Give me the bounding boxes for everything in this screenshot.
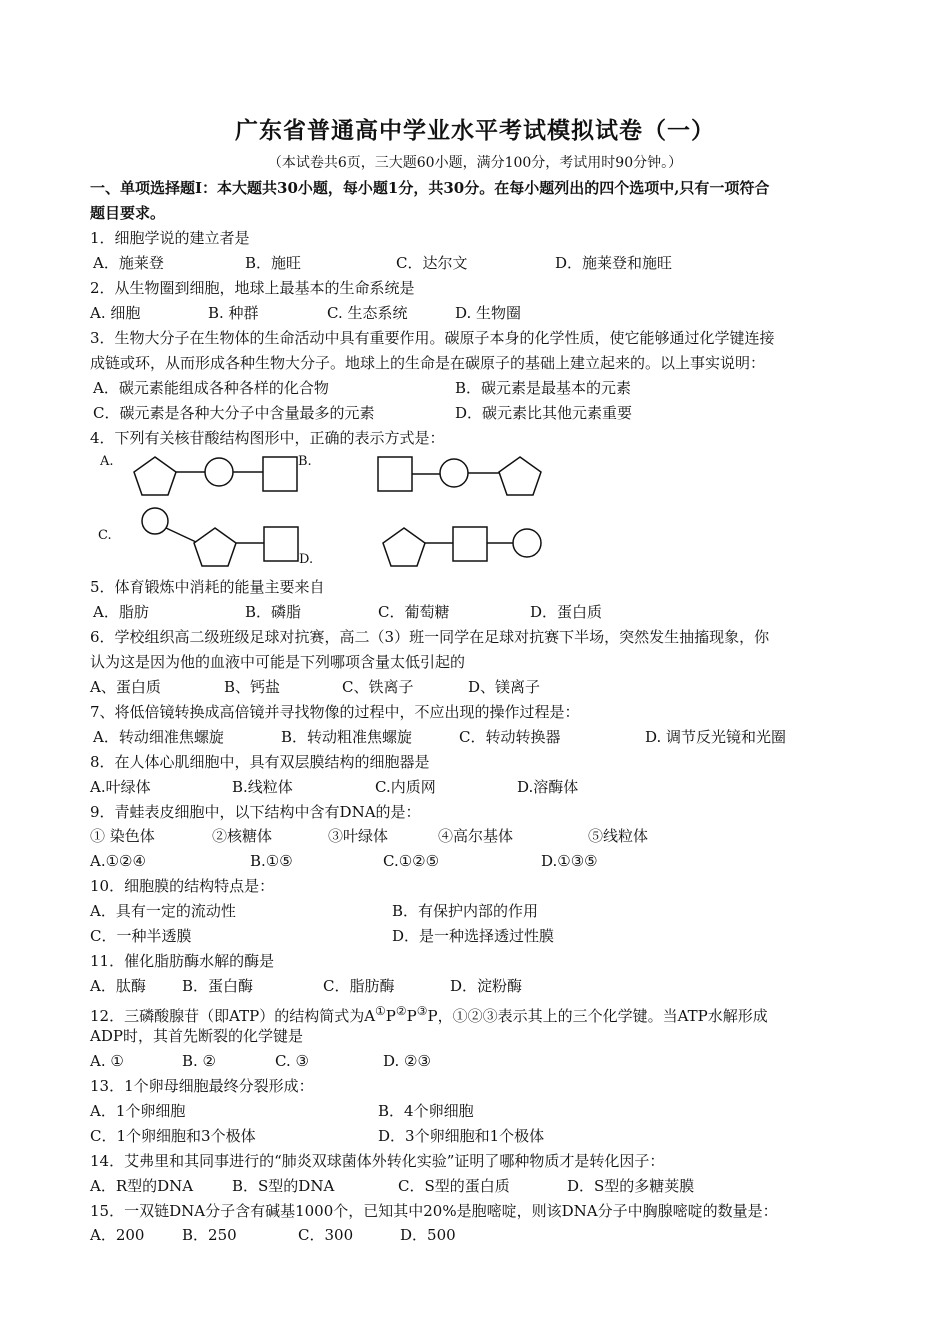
q3-option-a: A．碳元素能组成各种各样的化合物 — [93, 379, 329, 397]
question-6: 6．学校组织高二级班级足球对抗赛，高二（3）班一同学在足球对抗赛下半场，突然发生抽搐现象，你 — [90, 628, 770, 646]
q4d-circle — [513, 529, 541, 557]
q13-option-b: B．4个卵细胞 — [378, 1102, 474, 1120]
q12-option-a: A. ① — [90, 1052, 124, 1070]
q4c-square — [264, 527, 298, 561]
q1-option-a: A．施莱登 — [93, 254, 164, 272]
q12-option-d: D. ②③ — [383, 1052, 431, 1070]
question-2: 2．从生物圈到细胞，地球上最基本的生命系统是 — [90, 279, 415, 297]
question-5: 5．体育锻炼中消耗的能量主要来自 — [90, 578, 325, 596]
q7-option-c: C．转动转换器 — [459, 728, 561, 746]
q9-item-1: ① 染色体 — [90, 827, 155, 845]
q1-option-d: D．施莱登和施旺 — [555, 254, 673, 272]
q2-option-c: C. 生态系统 — [327, 304, 408, 322]
q9-option-c: C.①②⑤ — [383, 852, 440, 870]
q4d-square — [453, 527, 487, 561]
q11-option-d: D．淀粉酶 — [450, 977, 523, 995]
question-8: 8．在人体心肌细胞中，具有双层膜结构的细胞器是 — [90, 753, 430, 771]
q3-option-c: C．碳元素是各种大分子中含量最多的元素 — [93, 404, 375, 422]
q1-option-b: B．施旺 — [245, 254, 302, 272]
q15-option-b: B．250 — [182, 1226, 237, 1244]
question-12 — [90, 1001, 768, 1026]
q5-option-c: C．葡萄糖 — [378, 603, 450, 621]
q3-option-b: B．碳元素是最基本的元素 — [455, 379, 632, 397]
question-15: 15．一双链DNA分子含有碱基1000个，已知其中20%是胞嘧啶，则该DNA分子中胸腺嘧啶的数量是： — [90, 1202, 778, 1220]
q12-bond-3: ③ — [416, 1004, 428, 1018]
q14-option-c: C．S型的蛋白质 — [398, 1177, 510, 1195]
q4-label-b: B. — [298, 454, 312, 469]
q10-option-b: B．有保护内部的作用 — [392, 902, 539, 920]
q9-item-4: ④高尔基体 — [438, 827, 514, 845]
q4c-circle — [142, 508, 168, 534]
q12-stem-start: 12．三磷酸腺苷（即ATP）的结构简式为A — [90, 1007, 376, 1025]
q10-option-d: D．是一种选择透过性膜 — [392, 927, 555, 945]
question-9: 9．青蛙表皮细胞中，以下结构中含有DNA的是： — [90, 803, 421, 821]
question-1: 1．细胞学说的建立者是 — [90, 229, 250, 247]
q4a-square — [263, 457, 297, 491]
q15-option-d: D．500 — [400, 1226, 456, 1244]
q12-bond-2: ② — [395, 1004, 407, 1018]
question-6-cont: 认为这是因为他的血液中可能是下列哪项含量太低引起的 — [90, 653, 466, 671]
q9-item-2: ②核糖体 — [212, 827, 273, 845]
q1-option-c: C．达尔文 — [396, 254, 468, 272]
question-13: 13．1个卵母细胞最终分裂形成： — [90, 1077, 314, 1095]
q14-option-d: D．S型的多糖荚膜 — [567, 1177, 695, 1195]
q14-option-b: B．S型的DNA — [232, 1177, 335, 1195]
q4d-pentagon — [383, 528, 425, 566]
q15-option-c: C．300 — [298, 1226, 354, 1244]
q8-option-d: D.溶酶体 — [517, 778, 579, 796]
q12-bond-1: ① — [375, 1004, 386, 1018]
q6-option-c: C、铁离子 — [342, 678, 414, 696]
question-11: 11．催化脂肪酶水解的酶是 — [90, 952, 275, 970]
q2-option-b: B. 种群 — [208, 304, 259, 322]
q12-phosphate-2: P — [406, 1007, 417, 1025]
question-10: 10．细胞膜的结构特点是： — [90, 877, 275, 895]
q9-item-3: ③叶绿体 — [328, 827, 389, 845]
q11-option-c: C．脂肪酶 — [323, 977, 395, 995]
section-heading: 一、单项选择题I：本大题共30小题，每小题1分，共30分。在每小题列出的四个选项中,只有一项符合 — [90, 179, 770, 197]
q12-option-b: B. ② — [182, 1052, 217, 1070]
q13-option-a: A．1个卵细胞 — [90, 1102, 186, 1120]
q8-option-a: A.叶绿体 — [90, 778, 151, 796]
question-3-cont: 成链或环，从而形成各种生物大分子。地球上的生命是在碳原子的基础上建立起来的。以上事实说明： — [90, 354, 766, 372]
q2-option-a: A. 细胞 — [90, 304, 141, 322]
q10-option-c: C．一种半透膜 — [90, 927, 192, 945]
exam-title: 广东省普通高中学业水平考试模拟试卷（一） — [235, 117, 715, 144]
q8-option-c: C.内质网 — [375, 778, 436, 796]
question-14: 14．艾弗里和其同事进行的“肺炎双球菌体外转化实验”证明了哪种物质才是转化因子： — [90, 1152, 665, 1170]
q15-option-a: A．200 — [90, 1226, 145, 1244]
q4c-pentagon — [194, 528, 236, 566]
q5-option-a: A．脂肪 — [93, 603, 149, 621]
q9-option-b: B.①⑤ — [250, 852, 293, 870]
q5-option-d: D．蛋白质 — [530, 603, 603, 621]
exam-subtitle: （本试卷共6页，三大题60小题，满分100分，考试用时90分钟。） — [267, 155, 683, 171]
q7-option-a: A．转动细准焦螺旋 — [93, 728, 224, 746]
question-7: 7、将低倍镜转换成高倍镜并寻找物像的过程中，不应出现的操作过程是： — [90, 703, 580, 721]
q4-label-a: A. — [100, 454, 114, 469]
question-3: 3．生物大分子在生物体的生命活动中具有重要作用。碳原子本身的化学性质，使它能够通过化学键连接 — [90, 329, 775, 347]
question-4: 4．下列有关核苷酸结构图形中，正确的表示方式是： — [90, 429, 445, 447]
q4b-square — [378, 457, 412, 491]
q9-option-d: D.①③⑤ — [541, 852, 598, 870]
q11-option-b: B．蛋白酶 — [182, 977, 254, 995]
q8-option-b: B.线粒体 — [232, 778, 293, 796]
q12-stem-end: P，①②③表示其上的三个化学键。当ATP水解形成 — [427, 1007, 768, 1025]
q11-option-a: A．肽酶 — [90, 977, 146, 995]
q13-option-c: C．1个卵细胞和3个极体 — [90, 1127, 256, 1145]
q13-option-d: D．3个卵细胞和1个极体 — [378, 1127, 545, 1145]
q6-option-b: B、钙盐 — [224, 678, 281, 696]
q4b-pentagon — [499, 457, 541, 495]
section-heading-cont: 题目要求。 — [90, 204, 166, 222]
q4a-circle — [205, 458, 233, 486]
q4b-circle — [440, 459, 468, 487]
q3-option-d: D．碳元素比其他元素重要 — [455, 404, 633, 422]
q14-option-a: A．R型的DNA — [90, 1177, 194, 1195]
q4-label-d: D. — [299, 552, 314, 567]
q7-option-b: B．转动粗准焦螺旋 — [281, 728, 413, 746]
q7-option-d: D. 调节反光镜和光圈 — [645, 728, 787, 746]
q6-option-d: D、镁离子 — [468, 678, 541, 696]
q12-option-c: C. ③ — [275, 1052, 309, 1070]
q10-option-a: A．具有一定的流动性 — [90, 902, 236, 920]
q2-option-d: D. 生物圈 — [455, 304, 522, 322]
q5-option-b: B．磷脂 — [245, 603, 302, 621]
q4-label-c: C. — [98, 528, 112, 543]
question-12-cont: ADP时，其首先断裂的化学键是 — [90, 1027, 303, 1045]
q6-option-a: A、蛋白质 — [90, 678, 161, 696]
q4a-pentagon — [134, 457, 176, 495]
q9-item-5: ⑤线粒体 — [588, 827, 649, 845]
q9-option-a: A.①②④ — [90, 852, 146, 870]
q12-phosphate-1: P — [385, 1007, 396, 1025]
